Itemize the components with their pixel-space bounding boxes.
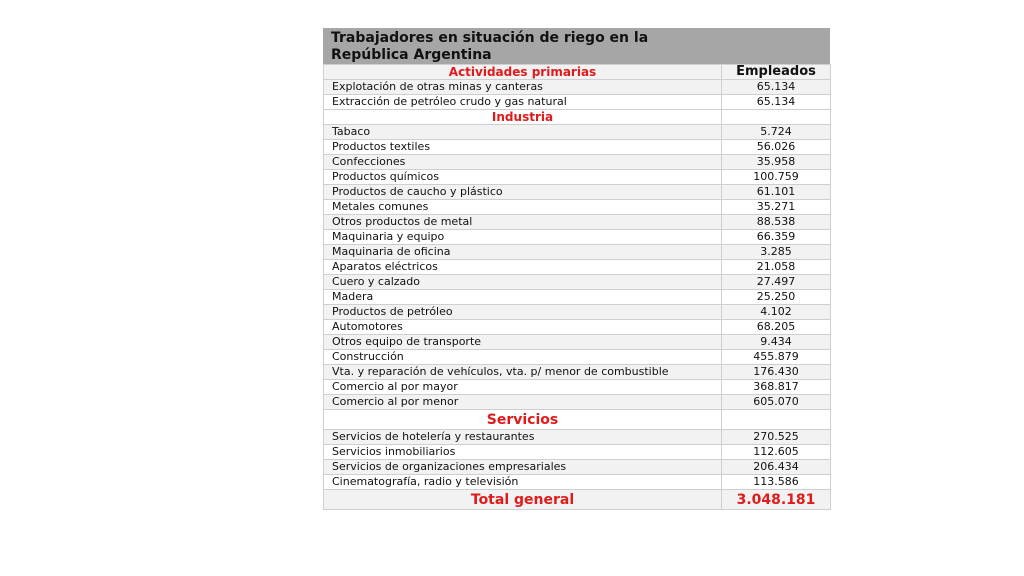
table-row	[324, 245, 831, 260]
section-header-row	[324, 410, 831, 430]
table-title	[323, 28, 830, 64]
row-value: 270.525	[722, 430, 831, 445]
row-label: Productos químicos	[324, 170, 722, 185]
table-row	[324, 155, 831, 170]
table-row	[324, 185, 831, 200]
table-row	[324, 475, 831, 490]
table-row	[324, 430, 831, 445]
row-label: Metales comunes	[324, 200, 722, 215]
table-row	[324, 335, 831, 350]
row-value: 176.430	[722, 365, 831, 380]
table-row	[324, 380, 831, 395]
empty-cell	[722, 110, 831, 125]
section-title: Actividades primarias	[324, 65, 722, 80]
row-label: Tabaco	[324, 125, 722, 140]
row-label: Explotación de otras minas y canteras	[324, 80, 722, 95]
row-label: Servicios inmobiliarios	[324, 445, 722, 460]
row-value: 68.205	[722, 320, 831, 335]
row-value: 368.817	[722, 380, 831, 395]
table-row	[324, 170, 831, 185]
total-value: 3.048.181	[722, 490, 831, 510]
row-label: Aparatos eléctricos	[324, 260, 722, 275]
row-label: Productos de petróleo	[324, 305, 722, 320]
row-label: Cinematografía, radio y televisión	[324, 475, 722, 490]
row-label: Madera	[324, 290, 722, 305]
table-row	[324, 305, 831, 320]
row-value: 35.958	[722, 155, 831, 170]
column-header-empleados: Empleados	[722, 65, 831, 80]
table-row	[324, 140, 831, 155]
row-label: Extracción de petróleo crudo y gas natural	[324, 95, 722, 110]
row-value: 25.250	[722, 290, 831, 305]
row-value: 605.070	[722, 395, 831, 410]
table-row	[324, 125, 831, 140]
row-value: 9.434	[722, 335, 831, 350]
title-line-2: República Argentina	[331, 47, 492, 63]
section-title: Servicios	[324, 410, 722, 430]
table-row	[324, 200, 831, 215]
row-label: Maquinaria de oficina	[324, 245, 722, 260]
table-row	[324, 290, 831, 305]
row-value: 206.434	[722, 460, 831, 475]
row-label: Cuero y calzado	[324, 275, 722, 290]
row-label: Comercio al por menor	[324, 395, 722, 410]
total-row	[324, 490, 831, 510]
row-value: 88.538	[722, 215, 831, 230]
row-label: Maquinaria y equipo	[324, 230, 722, 245]
row-label: Otros productos de metal	[324, 215, 722, 230]
table-row	[324, 350, 831, 365]
row-value: 4.102	[722, 305, 831, 320]
table-row	[324, 460, 831, 475]
row-label: Automotores	[324, 320, 722, 335]
row-value: 455.879	[722, 350, 831, 365]
table-row	[324, 260, 831, 275]
title-line-1: Trabajadores en situación de riego en la	[331, 30, 649, 46]
row-label: Vta. y reparación de vehículos, vta. p/ menor de combustible	[324, 365, 722, 380]
row-label: Productos textiles	[324, 140, 722, 155]
row-label: Comercio al por mayor	[324, 380, 722, 395]
row-label: Servicios de hotelería y restaurantes	[324, 430, 722, 445]
empty-cell	[722, 410, 831, 430]
row-value: 113.586	[722, 475, 831, 490]
section-header-row	[324, 110, 831, 125]
table-row	[324, 215, 831, 230]
data-table	[323, 64, 831, 510]
row-value: 61.101	[722, 185, 831, 200]
row-value: 5.724	[722, 125, 831, 140]
row-label: Construcción	[324, 350, 722, 365]
row-value: 66.359	[722, 230, 831, 245]
row-value: 112.605	[722, 445, 831, 460]
table-row	[324, 320, 831, 335]
row-value: 21.058	[722, 260, 831, 275]
row-label: Productos de caucho y plástico	[324, 185, 722, 200]
section-header-row	[324, 65, 831, 80]
row-value: 3.285	[722, 245, 831, 260]
table-row	[324, 80, 831, 95]
row-label: Servicios de organizaciones empresariales	[324, 460, 722, 475]
row-value: 56.026	[722, 140, 831, 155]
table-row	[324, 365, 831, 380]
table-row	[324, 395, 831, 410]
table-row	[324, 445, 831, 460]
row-label: Confecciones	[324, 155, 722, 170]
row-value: 65.134	[722, 95, 831, 110]
row-label: Otros equipo de transporte	[324, 335, 722, 350]
section-title: Industria	[324, 110, 722, 125]
total-label: Total general	[324, 490, 722, 510]
row-value: 65.134	[722, 80, 831, 95]
spreadsheet-table	[323, 28, 830, 510]
table-row	[324, 95, 831, 110]
row-value: 100.759	[722, 170, 831, 185]
row-value: 27.497	[722, 275, 831, 290]
table-row	[324, 275, 831, 290]
row-value: 35.271	[722, 200, 831, 215]
table-row	[324, 230, 831, 245]
